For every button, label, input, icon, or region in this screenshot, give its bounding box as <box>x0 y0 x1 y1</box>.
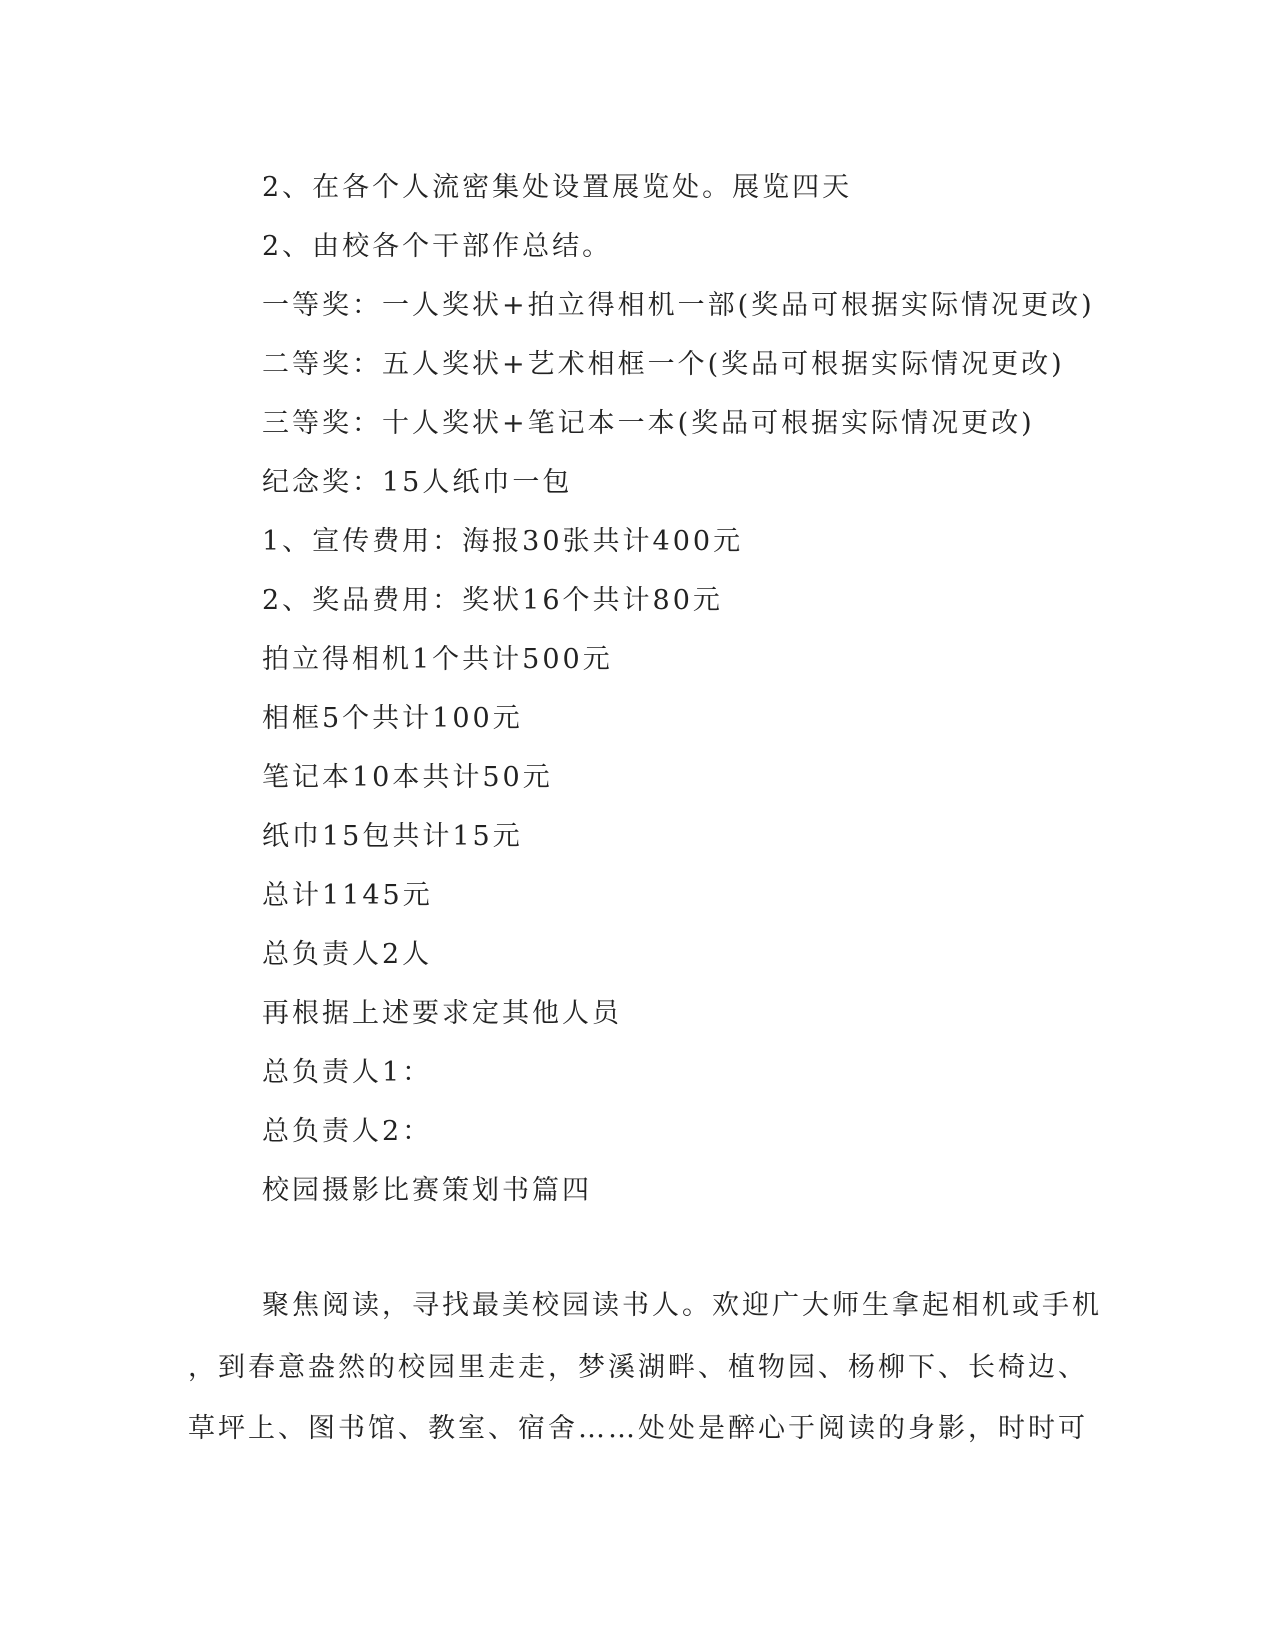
text-line-13: 总计1145元 <box>262 880 433 911</box>
text-line-14: 总负责人2人 <box>262 939 433 970</box>
text-line-17: 总负责人2： <box>262 1116 433 1147</box>
text-line-1: 2、在各个人流密集处设置展览处。展览四天 <box>262 172 853 203</box>
text-line-8: 2、奖品费用：奖状16个共计80元 <box>262 585 723 616</box>
text-line-7: 1、宣传费用：海报30张共计400元 <box>262 526 744 557</box>
paragraph-line-3: 草坪上、图书馆、教室、宿舍……处处是醉心于阅读的身影，时时可 <box>188 1413 1088 1444</box>
paragraph-line-2: ，到春意盎然的校园里走走，梦溪湖畔、植物园、杨柳下、长椅边、 <box>188 1351 1088 1383</box>
text-line-11: 笔记本10本共计50元 <box>262 762 553 793</box>
section-heading: 校园摄影比赛策划书篇四 <box>262 1175 592 1206</box>
text-line-12: 纸巾15包共计15元 <box>262 821 523 852</box>
text-line-5: 三等奖：十人奖状+笔记本一本(奖品可根据实际情况更改) <box>262 408 1035 439</box>
text-line-3: 一等奖：一人奖状+拍立得相机一部(奖品可根据实际情况更改) <box>262 290 1095 321</box>
text-line-16: 总负责人1： <box>262 1057 433 1088</box>
body-paragraph <box>188 1275 1102 1460</box>
paragraph-line-1: 聚焦阅读，寻找最美校园读书人。欢迎广大师生拿起相机或手机 <box>262 1290 1102 1321</box>
text-line-10: 相框5个共计100元 <box>262 703 523 734</box>
text-line-15: 再根据上述要求定其他人员 <box>262 998 622 1029</box>
text-line-6: 纪念奖：15人纸巾一包 <box>262 467 573 498</box>
text-line-9: 拍立得相机1个共计500元 <box>262 644 613 675</box>
text-line-2: 2、由校各个干部作总结。 <box>262 231 613 262</box>
text-line-4: 二等奖：五人奖状+艺术相框一个(奖品可根据实际情况更改) <box>262 349 1065 380</box>
